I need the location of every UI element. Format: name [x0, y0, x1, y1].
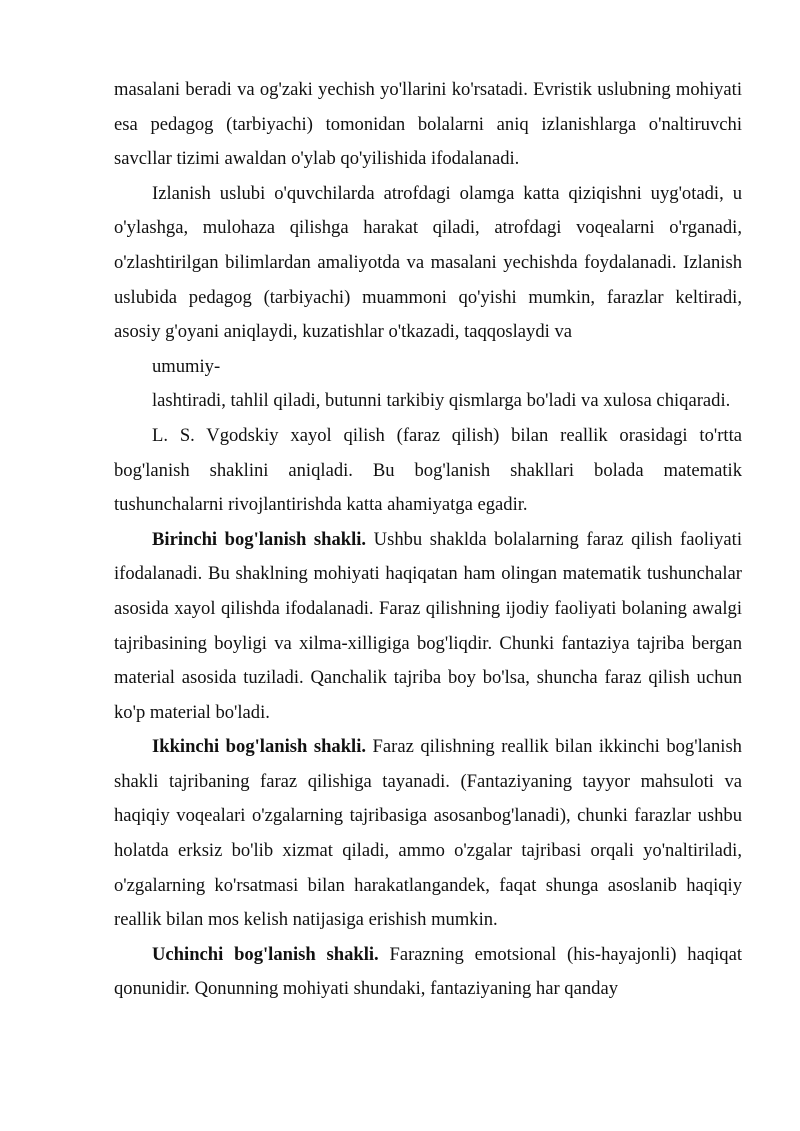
paragraph-search-method-text: Izlanish uslubi o'quvchilarda atrofdagi olamga katta qiziqishni uyg'otadi, u o'ylashga, mulohaza qilishga harakat qiladi, atrofdagi voqealarni o'rganadi, o'zlashtirilgan bilimlardan amaliyotda va masalani yechishda foydalanadi. Izlanish uslubida pedagog (tarbiyachi) muammoni qo'yishi mumkin, farazlar keltiradi, asosiy g'oyani aniqlaydi, kuzatishlar o'tkazadi, taqqoslaydi va — [114, 182, 742, 343]
paragraph-first-form — [114, 523, 742, 731]
paragraph-heuristic-method: masalani beradi va og'zaki yechish yo'llarini ko'rsatadi. Evristik uslubning mohiyati esa pedagog (tarbiyachi) tomonidan bolalarni aniq izlanishlarga o'naltiruvchi savcllar tizimi awaldan o'ylab qo'yilishida ifodalanadi. — [114, 79, 742, 170]
paragraph-search-method — [114, 177, 742, 419]
first-form-text: Ushbu shaklda bolalarning faraz qilish faoliyati ifodalanadi. Bu shaklning mohiyati haqiqatan ham olingan matematik tushunchalar asosida xayol qilishda ifodalanadi. Faraz qilishning ijodiy faoliyati bolaning awalgi tajribasining boyligi va xilma-xilligiga bog'liqdir. Chunki fantaziya tajriba bergan material asosida tuziladi. Qanchalik tajriba boy bo'lsa, shuncha faraz qilish uchun ko'p material bo'ladi. — [114, 528, 742, 723]
paragraph-search-method-end: lashtiradi, tahlil qiladi, butunni tarkibiy qismlarga bo'ladi va xulosa chiqaradi. — [152, 390, 731, 412]
third-form-text: Farazning emotsional (his-hayajonli) haqiqat qonunidir. Qonunning mohiyati shundaki, fantaziyaning har qanday — [114, 943, 742, 1000]
document-page — [114, 73, 742, 1007]
first-form-heading: Birinchi bog'lanish shakli. — [152, 528, 367, 550]
paragraph-vygotsky: L. S. Vgodskiy xayol qilish (faraz qilish) bilan reallik orasidagi to'rtta bog'lanish shaklini aniqladi. Bu bog'lanish shakllari bolada matematik tushunchalarni rivojlantirishda katta ahamiyatga egadir. — [114, 424, 742, 516]
paragraph-search-method-hyphen-line: umumiy- — [152, 355, 221, 377]
paragraph-second-form — [114, 730, 742, 938]
third-form-heading: Uchinchi bog'lanish shakli. — [152, 943, 379, 965]
paragraph-third-form — [114, 938, 742, 1007]
second-form-heading: Ikkinchi bog'lanish shakli. — [152, 736, 367, 758]
second-form-text: Faraz qilishning reallik bilan ikkinchi bog'lanish shakli tajribaning faraz qilishiga tayanadi. (Fantaziyaning tayyor mahsuloti va haqiqiy voqealari o'zgalarning tajribasiga asosanbog'lanadi), chunki farazlar ushbu holatda erksiz bo'lib xizmat qiladi, ammo o'zgalar tajribasi orqali yo'naltiriladi, o'zgalarning ko'rsatmasi bilan harakatlangandek, faqat shunga asoslanib haqiqiy reallik bilan mos kelish natijasiga erishish mumkin. — [114, 736, 742, 931]
